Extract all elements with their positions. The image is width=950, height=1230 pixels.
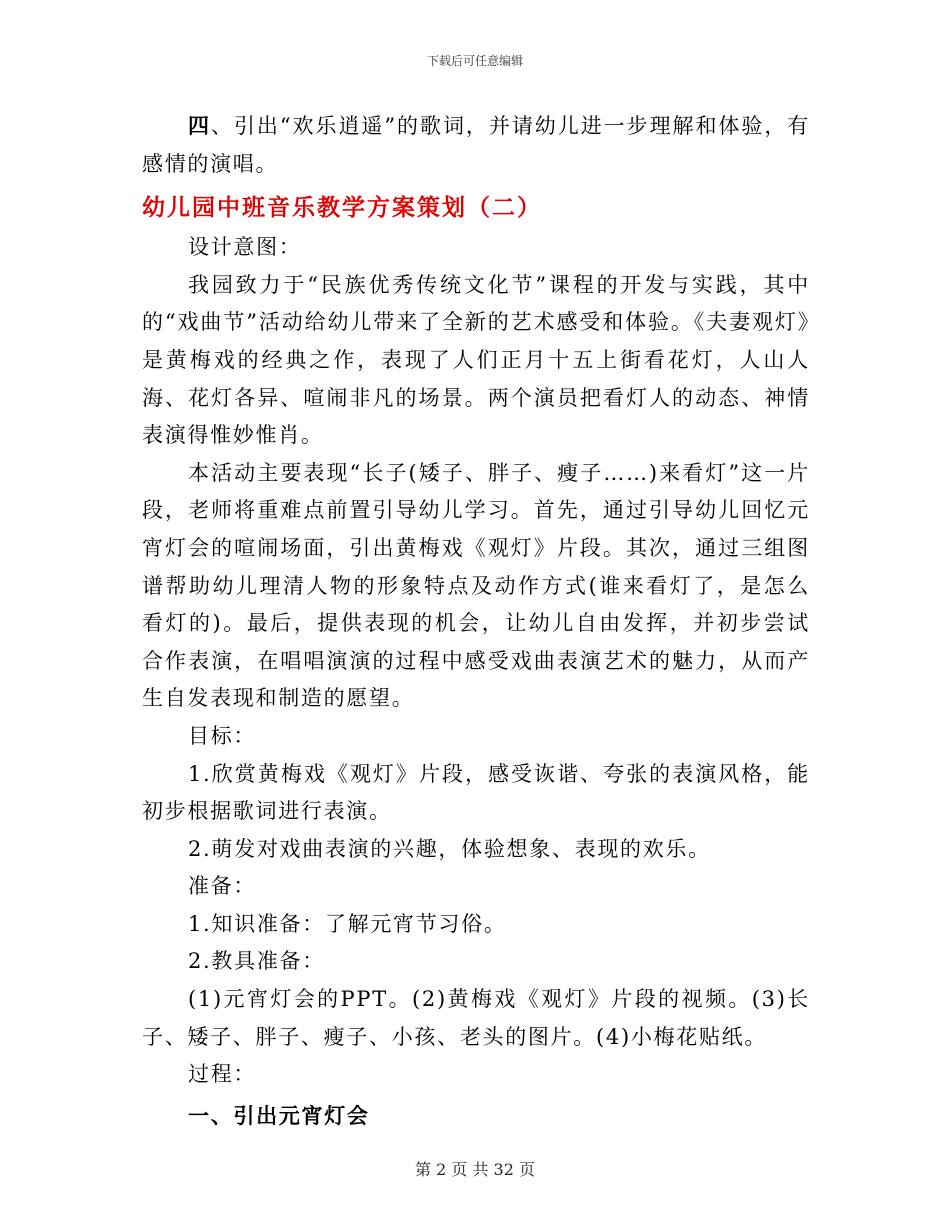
design-intent-paragraph-2: 本活动主要表现“长子(矮子、胖子、瘦子……)来看灯”这一片段，老师将重难点前置引导幼儿学习。首先，通过引导幼儿回忆元宵灯会的喧闹场面，引出黄梅戏《观灯》片段。其次，通过三组图谱帮助幼儿理清人物的形象特点及动作方式(谁来看灯了，是怎么看灯的)。最后，提供表现的机会，让幼儿自由发挥，并初步尝试合作表演，在唱唱演演的过程中感受戏曲表演艺术的魅力，从而产生自发表现和制造的愿望。 [142, 460, 810, 711]
process-step-1-heading: 一、引出元宵灯会 [188, 1102, 370, 1128]
goal-item-2: 2.萌发对戏曲表演的兴趣，体验想象、表现的欢乐。 [188, 836, 711, 861]
goal-item-1: 1.欣赏黄梅戏《观灯》片段，感受诙谐、夸张的表演风格，能初步根据歌词进行表演。 [142, 761, 810, 824]
process-label: 过程： [188, 1062, 257, 1087]
preparation-item-2: 2.教具准备： [188, 949, 325, 974]
preparation-item-1: 1.知识准备：了解元宵节习俗。 [188, 911, 507, 936]
document-body [142, 107, 810, 1134]
design-intent-paragraph-1: 我园致力于“民族优秀传统文化节”课程的开发与实践，其中的“戏曲节”活动给幼儿带来了全新的艺术感受和体验。《夫妻观灯》是黄梅戏的经典之作，表现了人们正月十五上街看花灯，人山人海、花灯各异、喧闹非凡的场景。两个演员把看灯人的动态、神情表演得惟妙惟肖。 [142, 272, 810, 448]
preparation-label: 准备： [188, 874, 257, 899]
section-title: 幼儿园中班音乐教学方案策划（二） [142, 194, 542, 222]
paragraph-text: 、引出“欢乐逍遥”的歌词，并请幼儿进一步理解和体验，有感情的演唱。 [142, 114, 811, 176]
section-number: 四 [188, 113, 211, 138]
page-header: 下载后可任意编辑 [426, 54, 523, 68]
design-intent-label: 设计意图： [188, 235, 302, 260]
goals-label: 目标： [188, 723, 257, 748]
paragraph-lyrics-intro [142, 107, 810, 183]
preparation-item-3: (1)元宵灯会的PPT。(2)黄梅戏《观灯》片段的视频。(3)长子、矮子、胖子、瘦子、小孩、老头的图片。(4)小梅花贴纸。 [142, 987, 810, 1049]
page-footer: 第 2 页 共 32 页 [415, 1160, 535, 1179]
